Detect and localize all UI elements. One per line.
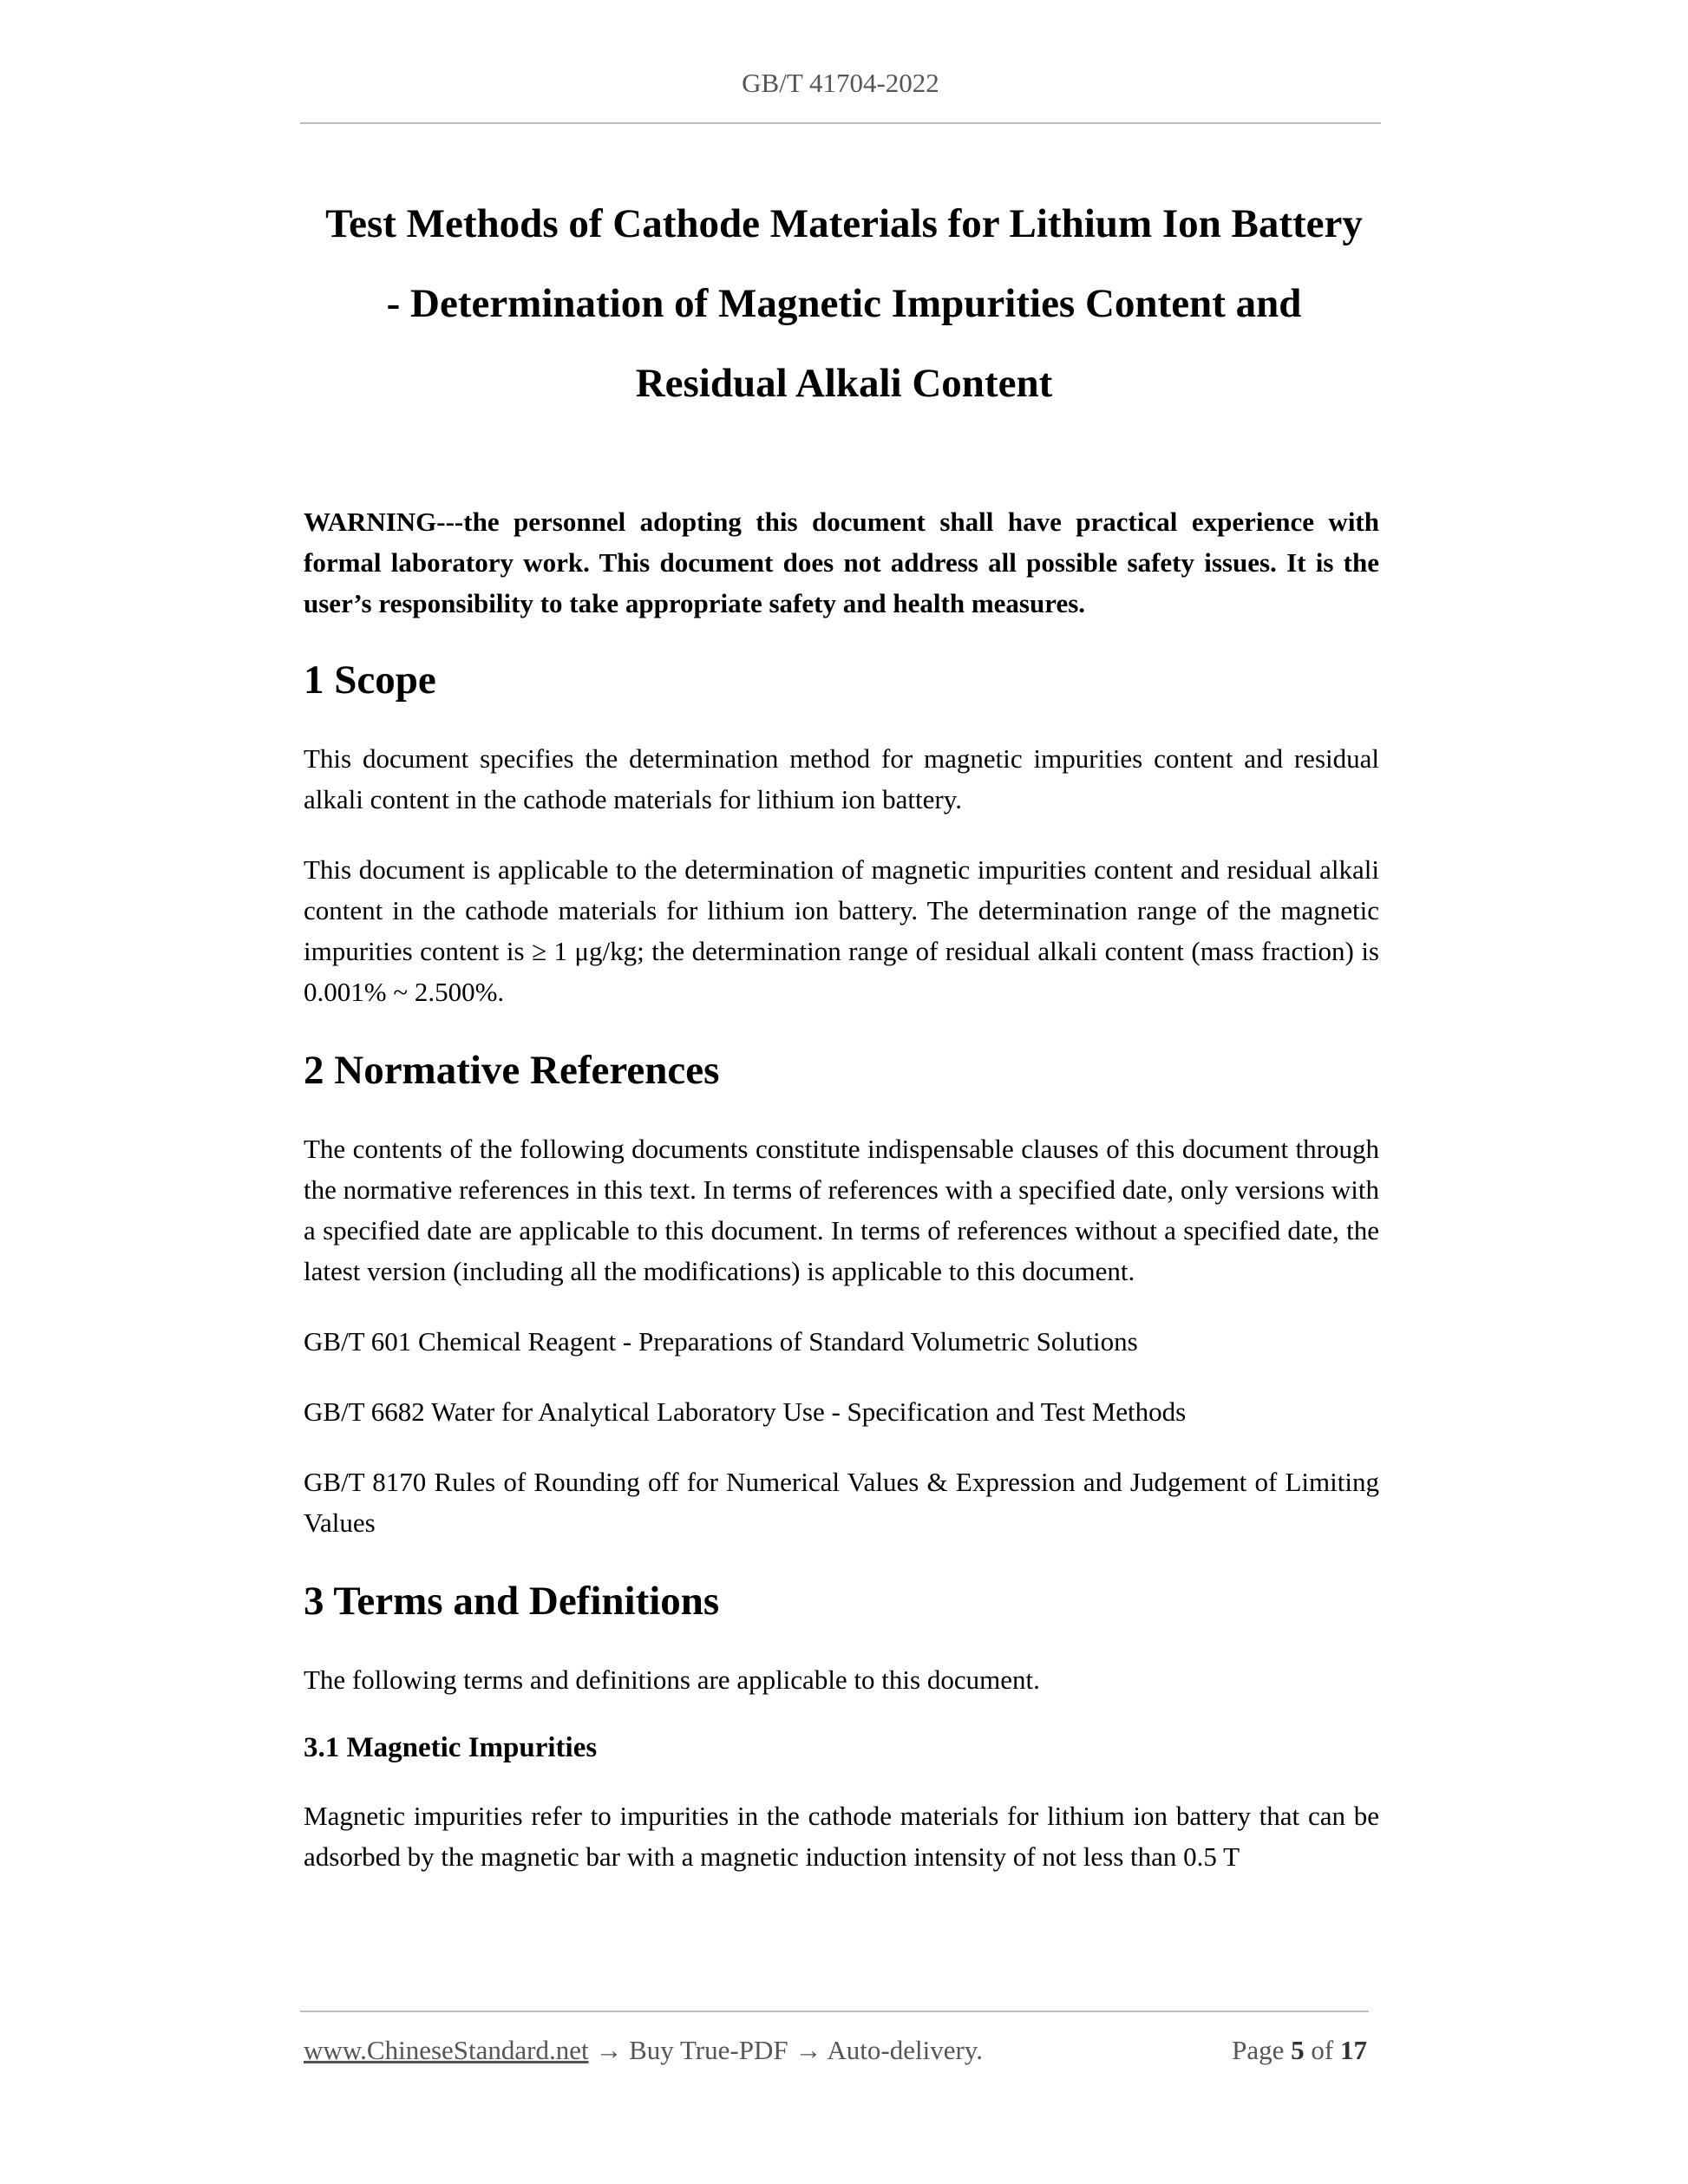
- terms-paragraph-1: The following terms and definitions are applicable to this document.: [304, 1664, 1040, 1695]
- normative-paragraph-1: The contents of the following documents constitute indispensable clauses of this document through the normative references in this text. In terms of references with a specified date, only versions with a specified date are applicable to this document. In terms of references without a specified date, the latest version (including all the modifications) is applicable to this document.: [304, 1134, 1379, 1286]
- section-heading-normative-references: 2 Normative References: [304, 1048, 720, 1093]
- scope-paragraph-1: This document specifies the determination method for magnetic impurities content and residual alkali content in the cathode materials for lithium ion battery.: [304, 743, 1379, 814]
- subsection-heading-magnetic-impurities: 3.1 Magnetic Impurities: [304, 1732, 598, 1763]
- footer-promo: [304, 2035, 983, 2066]
- page-counter: [1232, 2035, 1367, 2066]
- of-label: of: [1311, 2035, 1334, 2065]
- total-pages-number: 17: [1340, 2035, 1367, 2065]
- page-header: GB/T 41704-2022: [742, 68, 939, 98]
- document-body: [304, 501, 1379, 1877]
- auto-delivery-text: Auto-delivery.: [827, 2035, 984, 2065]
- document-title: [260, 184, 1428, 423]
- title-line-2: - Determination of Magnetic Impurities Content and: [386, 281, 1302, 326]
- page-label: Page: [1232, 2035, 1285, 2065]
- section-heading-scope: 1 Scope: [304, 657, 436, 703]
- current-page-number: 5: [1291, 2035, 1305, 2065]
- header-divider: [300, 122, 1381, 124]
- normative-reference-2: GB/T 6682 Water for Analytical Laboratory Use - Specification and Test Methods: [304, 1396, 1187, 1427]
- arrow-right-icon: →: [795, 2035, 822, 2065]
- page-footer: [304, 2035, 1367, 2066]
- magnetic-impurities-paragraph: Magnetic impurities refer to impurities in the cathode materials for lithium ion battery that can be adsorbed by the magnetic bar with a magnetic induction intensity of not less than 0.5 T: [304, 1801, 1379, 1872]
- title-line-1: Test Methods of Cathode Materials for Lithium Ion Battery: [325, 201, 1363, 246]
- buy-true-pdf-text: Buy True-PDF: [629, 2035, 788, 2065]
- scope-paragraph-2: This document is applicable to the determination of magnetic impurities content and residual alkali content in the cathode materials for lithium ion battery. The determination range of the magnetic impurities content is ≥ 1 μg/kg; the determination range of residual alkali content (mass fraction) is 0.001% ~ 2.500%.: [304, 854, 1379, 1007]
- normative-reference-3: GB/T 8170 Rules of Rounding off for Numerical Values & Expression and Judgement of Limiting Values: [304, 1467, 1379, 1538]
- section-heading-terms-definitions: 3 Terms and Definitions: [304, 1579, 720, 1624]
- normative-reference-1: GB/T 601 Chemical Reagent - Preparations of Standard Volumetric Solutions: [304, 1326, 1138, 1357]
- footer-divider: [300, 2011, 1369, 2012]
- website-link[interactable]: www.ChineseStandard.net: [304, 2035, 589, 2065]
- warning-paragraph: WARNING---the personnel adopting this document shall have practical experience with formal laboratory work. This document does not address all possible safety issues. It is the user’s responsibility to take appropriate safety and health measures.: [304, 507, 1379, 618]
- arrow-right-icon: →: [595, 2035, 623, 2065]
- title-line-3: Residual Alkali Content: [635, 361, 1053, 406]
